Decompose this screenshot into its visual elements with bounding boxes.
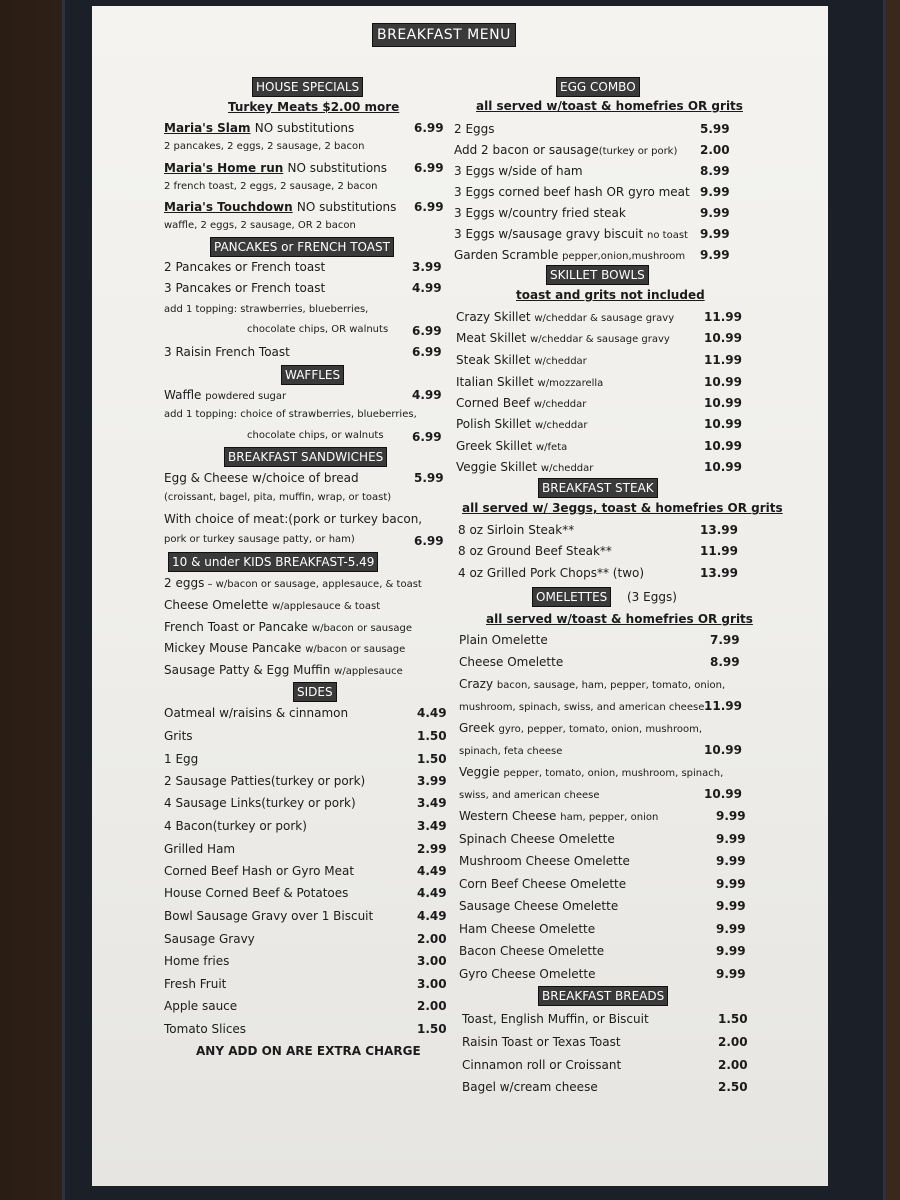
item-price: 8.99 [700,164,730,178]
menu-item: 2 Eggs [454,122,495,136]
menu-item: Garden Scramble pepper,onion,mushroom [454,248,686,262]
item-price: 4.99 [412,281,442,295]
menu-item: Corned Beef w/cheddar [456,396,587,410]
item-price: 11.99 [704,310,742,324]
side-item: Grilled Ham [164,842,236,856]
item-price: 9.99 [700,185,730,199]
item-detail: waffle, 2 eggs, 2 sausage, OR 2 bacon [164,220,356,231]
side-item: Home fries [164,954,230,968]
menu-item: Greek gyro, pepper, tomato, onion, mushroom, [459,721,702,735]
item-price: 5.99 [414,471,444,485]
item-price: 3.00 [417,954,447,968]
item-price: 1.50 [718,1012,748,1026]
side-item: Oatmeal w/raisins & cinnamon [164,706,349,720]
menu-item: Egg & Cheese w/choice of bread [164,471,359,485]
item-price: 13.99 [700,523,738,537]
section-header-pancakes: PANCAKES or FRENCH TOAST [210,237,394,257]
skillet-note: toast and grits not included [516,288,705,302]
omelettes-extra: (3 Eggs) [627,590,677,604]
item-price: 4.49 [417,886,447,900]
menu-title: BREAKFAST MENU [372,23,516,47]
item-price: 10.99 [704,417,742,431]
item-price: 11.99 [700,544,738,558]
item-price: 10.99 [704,396,742,410]
side-item: 4 Bacon(turkey or pork) [164,819,307,833]
steak-note: all served w/ 3eggs, toast & homefries OR grits [462,501,783,515]
menu-item: Italian Skillet w/mozzarella [456,375,604,389]
menu-item: 3 Eggs corned beef hash OR gyro meat [454,185,690,199]
menu-item: mushroom, spinach, swiss, and american cheese [459,702,705,713]
menu-item: add 1 topping: choice of strawberries, blueberries, [164,409,417,420]
item-price: 3.49 [417,819,447,833]
item-price: 10.99 [704,331,742,345]
menu-sheet [92,6,828,1186]
item-price: 6.99 [414,121,444,135]
menu-item: 3 Eggs w/side of ham [454,164,583,178]
menu-item: Meat Skillet w/cheddar & sausage gravy [456,331,670,345]
item-price: 3.00 [417,977,447,991]
item-price: 13.99 [700,566,738,580]
egg-combo-note: all served w/toast & homefries OR grits [476,99,743,113]
side-item: Fresh Fruit [164,977,227,991]
item-price: 6.99 [412,324,442,338]
section-header-house-specials: HOUSE SPECIALS [252,77,363,97]
item-price: 2.50 [718,1080,748,1094]
item-price: 1.50 [417,752,447,766]
menu-item: 3 Raisin French Toast [164,345,290,359]
section-header-egg-combo: EGG COMBO [556,77,640,97]
item-price: 6.99 [414,200,444,214]
side-item: House Corned Beef & Potatoes [164,886,349,900]
section-header-omelettes: OMELETTES [532,587,611,607]
menu-item: Cinnamon roll or Croissant [462,1058,622,1072]
menu-item: Raisin Toast or Texas Toast [462,1035,621,1049]
menu-item: Waffle powdered sugar [164,388,287,402]
menu-item: 3 Eggs w/sausage gravy biscuit no toast [454,227,688,241]
section-header-kids: 10 & under KIDS BREAKFAST-5.49 [168,552,378,572]
menu-item: Sausage Patty & Egg Muffin w/applesauce [164,663,403,677]
menu-item: Mushroom Cheese Omelette [459,854,630,868]
menu-item: Bagel w/cream cheese [462,1080,598,1094]
menu-item: add 1 topping: strawberries, blueberries, [164,304,369,315]
house-specials-note: Turkey Meats $2.00 more [228,100,400,114]
menu-item: French Toast or Pancake w/bacon or sausage [164,620,412,634]
menu-item: Add 2 bacon or sausage(turkey or pork) [454,143,678,157]
item-price: 6.99 [412,430,442,444]
item-price: 4.49 [417,864,447,878]
item-price: 1.50 [417,729,447,743]
menu-item: 2 Pancakes or French toast [164,260,326,274]
item-price: 5.99 [700,122,730,136]
section-header-breads: BREAKFAST BREADS [538,986,668,1006]
item-price: 2.99 [417,842,447,856]
item-detail: 2 pancakes, 2 eggs, 2 sausage, 2 bacon [164,141,365,152]
item-price: 6.99 [414,161,444,175]
menu-item: chocolate chips, or walnuts [247,430,384,441]
menu-item: Mickey Mouse Pancake w/bacon or sausage [164,641,406,655]
menu-item: 3 Pancakes or French toast [164,281,326,295]
side-item: Corned Beef Hash or Gyro Meat [164,864,355,878]
item-price: 9.99 [700,206,730,220]
menu-item: spinach, feta cheese [459,746,563,757]
menu-item: (croissant, bagel, pita, muffin, wrap, or toast) [164,492,392,503]
item-price: 6.99 [414,534,444,548]
menu-item: Gyro Cheese Omelette [459,967,596,981]
item-price: 2.00 [417,999,447,1013]
menu-item: Veggie Skillet w/cheddar [456,460,594,474]
item-price: 3.99 [417,774,447,788]
item-price: 6.99 [412,345,442,359]
menu-item: Greek Skillet w/feta [456,439,568,453]
menu-item: Veggie pepper, tomato, onion, mushroom, spinach, [459,765,724,779]
item-price: 10.99 [704,439,742,453]
omelettes-note: all served w/toast & homefries OR grits [486,612,753,626]
side-item: Bowl Sausage Gravy over 1 Biscuit [164,909,374,923]
menu-item: Corn Beef Cheese Omelette [459,877,627,891]
menu-item: Polish Skillet w/cheddar [456,417,588,431]
menu-item: swiss, and american cheese [459,790,600,801]
item-price: 4.99 [412,388,442,402]
menu-item: With choice of meat:(pork or turkey bacon, [164,512,423,526]
menu-item: Maria's Home run NO substitutions [164,161,388,175]
side-item: Apple sauce [164,999,238,1013]
menu-item: 2 eggs – w/bacon or sausage, applesauce, & toast [164,576,422,590]
item-price: 2.00 [417,932,447,946]
menu-item: 8 oz Sirloin Steak** [458,523,575,537]
item-price: 3.49 [417,796,447,810]
menu-item: pork or turkey sausage patty, or ham) [164,534,355,545]
section-header-skillet: SKILLET BOWLS [546,265,649,285]
item-price: 4.49 [417,706,447,720]
item-price: 11.99 [704,699,742,713]
item-price: 2.00 [718,1035,748,1049]
item-price: 10.99 [704,743,742,757]
item-price: 9.99 [716,832,746,846]
menu-item: Spinach Cheese Omelette [459,832,615,846]
menu-item: 3 Eggs w/country fried steak [454,206,626,220]
sides-footer: ANY ADD ON ARE EXTRA CHARGE [196,1044,421,1058]
section-header-waffles: WAFFLES [281,365,344,385]
menu-item: 4 oz Grilled Pork Chops** (two) [458,566,645,580]
menu-item: Cheese Omelette w/applesauce & toast [164,598,381,612]
item-price: 10.99 [704,375,742,389]
item-price: 2.00 [718,1058,748,1072]
menu-item: Maria's Touchdown NO substitutions [164,200,397,214]
menu-item: Western Cheese ham, pepper, onion [459,809,659,823]
menu-item: Ham Cheese Omelette [459,922,596,936]
side-item: 4 Sausage Links(turkey or pork) [164,796,356,810]
side-item: Tomato Slices [164,1022,247,1036]
item-price: 4.49 [417,909,447,923]
item-price: 9.99 [700,227,730,241]
menu-item: 8 oz Ground Beef Steak** [458,544,612,558]
item-price: 9.99 [716,922,746,936]
item-detail: 2 french toast, 2 eggs, 2 sausage, 2 bacon [164,181,378,192]
item-price: 1.50 [417,1022,447,1036]
menu-item: Sausage Cheese Omelette [459,899,619,913]
item-price: 2.00 [700,143,730,157]
menu-item: Bacon Cheese Omelette [459,944,605,958]
item-price: 8.99 [710,655,740,669]
item-price: 10.99 [704,787,742,801]
menu-item: Crazy bacon, sausage, ham, pepper, tomato, onion, [459,677,726,691]
section-header-sandwiches: BREAKFAST SANDWICHES [224,447,387,467]
menu-item: Toast, English Muffin, or Biscuit [462,1012,649,1026]
item-price: 9.99 [716,967,746,981]
menu-item: Cheese Omelette [459,655,564,669]
side-item: Sausage Gravy [164,932,255,946]
item-price: 10.99 [704,460,742,474]
item-price: 9.99 [716,944,746,958]
item-price: 11.99 [704,353,742,367]
item-price: 9.99 [716,877,746,891]
section-header-steak: BREAKFAST STEAK [538,478,658,498]
menu-item: chocolate chips, OR walnuts [247,324,389,335]
side-item: Grits [164,729,193,743]
section-header-sides: SIDES [293,682,337,702]
item-price: 9.99 [700,248,730,262]
item-price: 7.99 [710,633,740,647]
item-price: 9.99 [716,899,746,913]
item-price: 3.99 [412,260,442,274]
menu-item: Plain Omelette [459,633,548,647]
item-price: 9.99 [716,809,746,823]
menu-item: Steak Skillet w/cheddar [456,353,587,367]
side-item: 1 Egg [164,752,199,766]
menu-item: Crazy Skillet w/cheddar & sausage gravy [456,310,675,324]
item-price: 9.99 [716,854,746,868]
side-item: 2 Sausage Patties(turkey or pork) [164,774,366,788]
menu-item: Maria's Slam NO substitutions [164,121,355,135]
